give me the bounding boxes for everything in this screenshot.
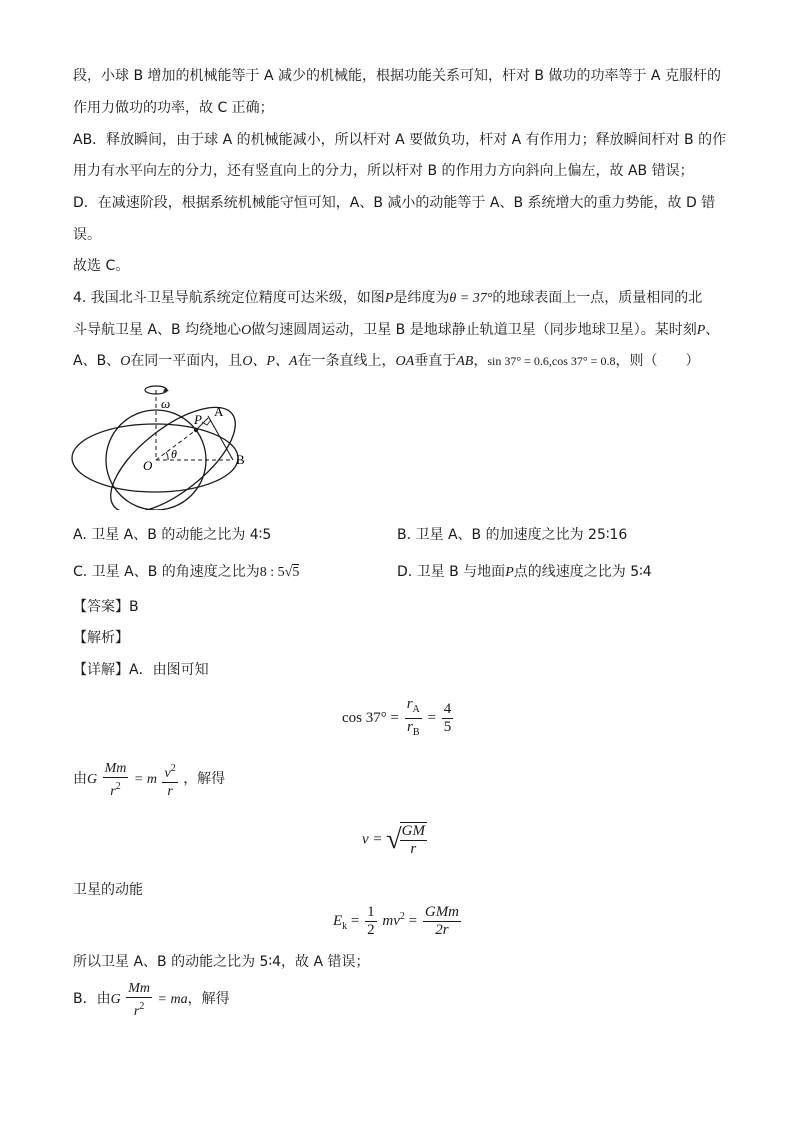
answer-line: 【答案】B	[73, 599, 139, 615]
line-ab	[208, 416, 233, 460]
ke-label: 卫星的动能	[73, 882, 143, 898]
equation-kinetic-energy: $E_k$ = $\frac{1}{2}$ $mv^2$ = $\frac{\text{GMm}}{2r}$	[333, 904, 460, 938]
point-p	[194, 428, 198, 432]
sqrt-symbol: √	[284, 565, 293, 580]
paragraph-line-2: 作用力做功的功率，故 C 正确；	[73, 100, 274, 116]
analysis-label: 【解析】	[73, 630, 129, 646]
theta-arc	[166, 452, 168, 460]
equation-cos: cos 37° = $\frac{r_A}{r_B}$ = $\frac{4}{5}$	[342, 696, 452, 738]
question-line-2: 斗导航卫星 A、B 均绕地心O做匀速圆周运动，卫星 B 是地球静止轨道卫星（同步地球卫星）。某时刻P、	[73, 322, 720, 338]
paragraph-line-5: D．在减速阶段，根据系统机械能守恒可知，A、B 减小的动能等于 A、B 系统增大的重力势能，故 D 错	[73, 195, 716, 211]
question-line-1: 4. 我国北斗卫星导航系统定位精度可达米级，如图P是纬度为θ = 37°的地球表面上一点，质量相同的北	[73, 290, 703, 306]
label-omega: ω	[161, 396, 171, 411]
option-a[interactable]: A. 卫星 A、B 的动能之比为 4∶5	[73, 527, 272, 543]
question-line-3: A、B、O在同一平面内，且O、P、A在一条直线上，OA垂直于AB，sin 37° = 0.6,cos 37° = 0.8，则（ ）	[73, 353, 700, 369]
equation-gravity: 由G $\frac{Mm}{r^2}$ = m $\frac{v^2}{r}$ ，解得	[73, 761, 226, 799]
right-angle-mark	[202, 420, 211, 425]
equation-velocity: v = √ $\frac{GM}{r}$	[362, 823, 425, 857]
label-b: B	[236, 452, 245, 467]
option-c[interactable]: C. 卫星 A、B 的角速度之比为8 : 5√5	[73, 564, 300, 580]
paragraph-line-6: 误。	[73, 227, 101, 243]
sqrt-symbol: √	[386, 824, 402, 855]
option-b[interactable]: B. 卫星 A、B 的加速度之比为 25∶16	[397, 527, 628, 543]
label-o: O	[143, 458, 153, 473]
label-theta: θ	[171, 447, 177, 461]
paragraph-line-1: 段，小球 B 增加的机械能等于 A 减少的机械能，根据功能关系可知，杆对 B 做功的功率等于 A 克服杆的	[73, 68, 721, 84]
detail-line: 【详解】A．由图可知	[73, 662, 209, 678]
paragraph-line-3: AB．释放瞬间，由于球 A 的机械能减小，所以杆对 A 要做负功，杆对 A 有作用力；释放瞬间杆对 B 的作	[73, 132, 727, 148]
paragraph-line-4: 用力有水平向左的分力，还有竖直向上的分力，所以杆对 B 的作用力方向斜向上偏左，故 AB 错误；	[73, 163, 694, 179]
conclusion-line: 所以卫星 A、B 的动能之比为 5∶4，故 A 错误；	[73, 954, 370, 970]
equation-acceleration: B．由G $\frac{Mm}{r^2}$ = ma，解得	[73, 981, 230, 1019]
paragraph-line-7: 故选 C。	[73, 258, 130, 274]
label-a: A	[214, 404, 224, 419]
label-p: P	[194, 412, 202, 427]
option-d[interactable]: D. 卫星 B 与地面P点的线速度之比为 5∶4	[397, 564, 652, 580]
orbit-diagram	[68, 378, 258, 510]
